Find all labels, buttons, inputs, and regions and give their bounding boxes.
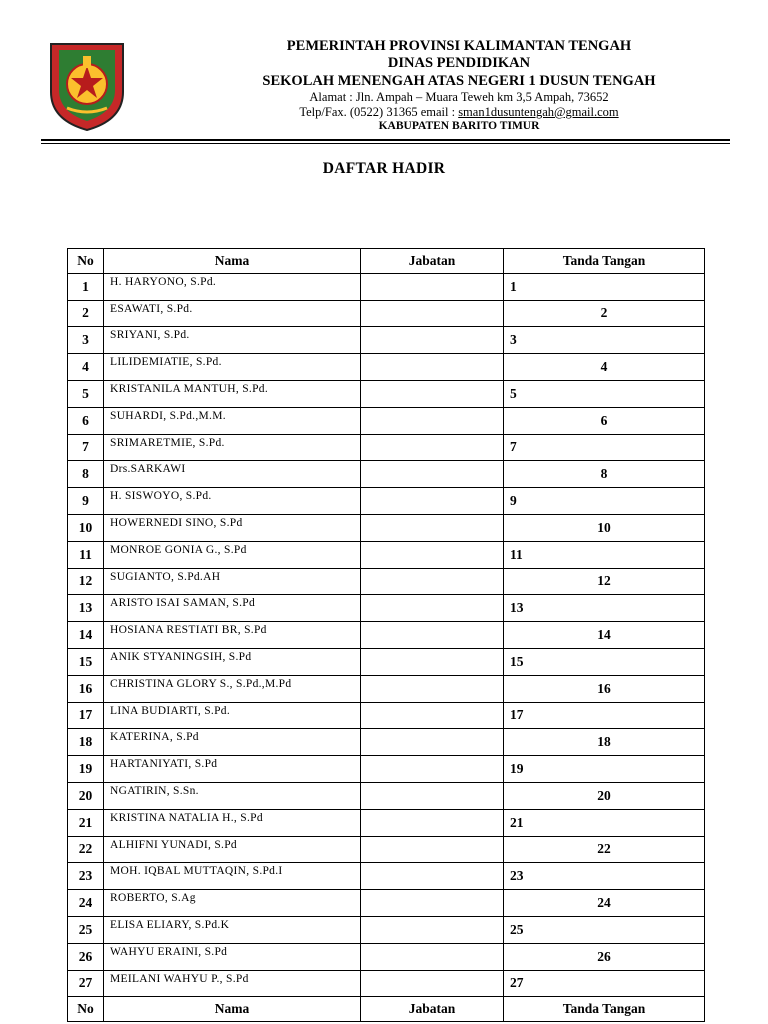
row-number: 22 bbox=[68, 836, 104, 863]
table-row bbox=[68, 943, 705, 970]
row-number: 19 bbox=[68, 756, 104, 783]
member-name: NGATIRIN, S.Sn. bbox=[104, 782, 361, 809]
member-name: KATERINA, S.Pd bbox=[104, 729, 361, 756]
position-cell[interactable] bbox=[361, 675, 504, 702]
position-cell[interactable] bbox=[361, 541, 504, 568]
row-number: 23 bbox=[68, 863, 104, 890]
member-name: ROBERTO, S.Ag bbox=[104, 890, 361, 917]
regency-name: KABUPATEN BARITO TIMUR bbox=[378, 120, 540, 132]
position-cell[interactable] bbox=[361, 702, 504, 729]
table-footer-row bbox=[68, 997, 705, 1022]
member-name: Drs.SARKAWI bbox=[104, 461, 361, 488]
row-number: 12 bbox=[68, 568, 104, 595]
table-row bbox=[68, 890, 705, 917]
row-number: 21 bbox=[68, 809, 104, 836]
signature-cell[interactable] bbox=[504, 970, 705, 997]
attendance-table bbox=[67, 248, 705, 1022]
signature-cell[interactable] bbox=[504, 702, 705, 729]
position-cell[interactable] bbox=[361, 890, 504, 917]
member-name: LILIDEMIATIE, S.Pd. bbox=[104, 354, 361, 381]
member-name: HOWERNEDI SINO, S.Pd bbox=[104, 514, 361, 541]
row-number: 8 bbox=[68, 461, 104, 488]
signature-cell[interactable] bbox=[504, 729, 705, 756]
row-number: 6 bbox=[68, 407, 104, 434]
signature-number: 1 bbox=[510, 278, 517, 294]
position-cell[interactable] bbox=[361, 300, 504, 327]
signature-cell[interactable] bbox=[504, 916, 705, 943]
row-number: 26 bbox=[68, 943, 104, 970]
member-name: MONROE GONIA G., S.Pd bbox=[104, 541, 361, 568]
signature-number: 8 bbox=[600, 466, 608, 482]
signature-number: 24 bbox=[597, 895, 611, 911]
row-number: 13 bbox=[68, 595, 104, 622]
signature-cell[interactable] bbox=[504, 434, 705, 461]
row-number: 25 bbox=[68, 916, 104, 943]
table-row bbox=[68, 702, 705, 729]
table-row bbox=[68, 836, 705, 863]
header-tanda-tangan: Tanda Tangan bbox=[504, 249, 705, 274]
row-number: 24 bbox=[68, 890, 104, 917]
signature-number: 26 bbox=[597, 948, 611, 964]
position-cell[interactable] bbox=[361, 836, 504, 863]
member-name: SRIYANI, S.Pd. bbox=[104, 327, 361, 354]
table-row bbox=[68, 354, 705, 381]
signature-number: 6 bbox=[600, 412, 608, 428]
row-number: 17 bbox=[68, 702, 104, 729]
table-row bbox=[68, 863, 705, 890]
header-divider-thin bbox=[41, 143, 730, 144]
signature-number: 4 bbox=[600, 359, 608, 375]
table-row bbox=[68, 514, 705, 541]
signature-number: 10 bbox=[597, 519, 611, 535]
member-name: ESAWATI, S.Pd. bbox=[104, 300, 361, 327]
member-name: MOH. IQBAL MUTTAQIN, S.Pd.I bbox=[104, 863, 361, 890]
table-body bbox=[68, 273, 705, 997]
school-contact bbox=[150, 105, 768, 120]
table-row bbox=[68, 488, 705, 515]
signature-number: 3 bbox=[510, 332, 517, 348]
signature-cell[interactable] bbox=[504, 675, 705, 702]
table-row bbox=[68, 327, 705, 354]
position-cell[interactable] bbox=[361, 380, 504, 407]
signature-cell[interactable] bbox=[504, 836, 705, 863]
table-row bbox=[68, 809, 705, 836]
table-row bbox=[68, 916, 705, 943]
position-cell[interactable] bbox=[361, 595, 504, 622]
signature-number: 18 bbox=[597, 734, 611, 750]
table-row bbox=[68, 648, 705, 675]
member-name: LINA BUDIARTI, S.Pd. bbox=[104, 702, 361, 729]
signature-cell[interactable] bbox=[504, 541, 705, 568]
member-name: SUHARDI, S.Pd.,M.M. bbox=[104, 407, 361, 434]
signature-number: 5 bbox=[510, 385, 517, 401]
signature-number: 11 bbox=[510, 546, 523, 562]
member-name: SRIMARETMIE, S.Pd. bbox=[104, 434, 361, 461]
position-cell[interactable] bbox=[361, 622, 504, 649]
table-row bbox=[68, 595, 705, 622]
header-jabatan: Jabatan bbox=[361, 249, 504, 274]
table-row bbox=[68, 782, 705, 809]
email-link[interactable]: sman1dusuntengah@gmail.com bbox=[458, 105, 619, 119]
signature-number: 23 bbox=[510, 868, 524, 884]
signature-cell[interactable] bbox=[504, 756, 705, 783]
signature-cell[interactable] bbox=[504, 461, 705, 488]
member-name: KRISTANILA MANTUH, S.Pd. bbox=[104, 380, 361, 407]
footer-nama: Nama bbox=[104, 997, 361, 1022]
signature-number: 22 bbox=[597, 841, 611, 857]
row-number: 14 bbox=[68, 622, 104, 649]
signature-cell[interactable] bbox=[504, 354, 705, 381]
member-name: HOSIANA RESTIATI BR, S.Pd bbox=[104, 622, 361, 649]
member-name: H. HARYONO, S.Pd. bbox=[104, 273, 361, 300]
table-row bbox=[68, 541, 705, 568]
signature-cell[interactable] bbox=[504, 782, 705, 809]
footer-tanda-tangan: Tanda Tangan bbox=[504, 997, 705, 1022]
position-cell[interactable] bbox=[361, 729, 504, 756]
row-number: 15 bbox=[68, 648, 104, 675]
position-cell[interactable] bbox=[361, 354, 504, 381]
signature-cell[interactable] bbox=[504, 300, 705, 327]
position-cell[interactable] bbox=[361, 970, 504, 997]
signature-number: 19 bbox=[510, 761, 524, 777]
position-cell[interactable] bbox=[361, 273, 504, 300]
signature-number: 16 bbox=[597, 680, 611, 696]
table-row bbox=[68, 729, 705, 756]
row-number: 1 bbox=[68, 273, 104, 300]
member-name: ALHIFNI YUNADI, S.Pd bbox=[104, 836, 361, 863]
signature-number: 15 bbox=[510, 653, 524, 669]
row-number: 7 bbox=[68, 434, 104, 461]
row-number: 2 bbox=[68, 300, 104, 327]
header-divider-thick bbox=[41, 139, 730, 141]
member-name: H. SISWOYO, S.Pd. bbox=[104, 488, 361, 515]
member-name: MEILANI WAHYU P., S.Pd bbox=[104, 970, 361, 997]
member-name: ANIK STYANINGSIH, S.Pd bbox=[104, 648, 361, 675]
table-row bbox=[68, 434, 705, 461]
row-number: 16 bbox=[68, 675, 104, 702]
row-number: 20 bbox=[68, 782, 104, 809]
position-cell[interactable] bbox=[361, 488, 504, 515]
member-name: CHRISTINA GLORY S., S.Pd.,M.Pd bbox=[104, 675, 361, 702]
position-cell[interactable] bbox=[361, 461, 504, 488]
header-nama: Nama bbox=[104, 249, 361, 274]
table-row bbox=[68, 622, 705, 649]
signature-number: 9 bbox=[510, 493, 517, 509]
row-number: 5 bbox=[68, 380, 104, 407]
table-row bbox=[68, 300, 705, 327]
table-row bbox=[68, 756, 705, 783]
member-name: WAHYU ERAINI, S.Pd bbox=[104, 943, 361, 970]
signature-number: 12 bbox=[597, 573, 611, 589]
signature-cell[interactable] bbox=[504, 488, 705, 515]
signature-cell[interactable] bbox=[504, 648, 705, 675]
letterhead bbox=[150, 38, 768, 133]
position-cell[interactable] bbox=[361, 648, 504, 675]
position-cell[interactable] bbox=[361, 863, 504, 890]
member-name: SUGIANTO, S.Pd.AH bbox=[104, 568, 361, 595]
table-row bbox=[68, 407, 705, 434]
position-cell[interactable] bbox=[361, 568, 504, 595]
signature-cell[interactable] bbox=[504, 380, 705, 407]
signature-cell[interactable] bbox=[504, 568, 705, 595]
provincial-emblem-logo bbox=[47, 38, 127, 132]
signature-cell[interactable] bbox=[504, 863, 705, 890]
table-row bbox=[68, 273, 705, 300]
signature-cell[interactable] bbox=[504, 890, 705, 917]
position-cell[interactable] bbox=[361, 327, 504, 354]
contact-phone: Telp/Fax. (0522) 31365 email : bbox=[299, 105, 459, 119]
footer-no: No bbox=[68, 997, 104, 1022]
row-number: 10 bbox=[68, 514, 104, 541]
position-cell[interactable] bbox=[361, 514, 504, 541]
signature-cell[interactable] bbox=[504, 514, 705, 541]
signature-number: 17 bbox=[510, 707, 524, 723]
member-name: HARTANIYATI, S.Pd bbox=[104, 756, 361, 783]
position-cell[interactable] bbox=[361, 943, 504, 970]
signature-number: 20 bbox=[597, 787, 611, 803]
signature-number: 25 bbox=[510, 921, 524, 937]
signature-number: 7 bbox=[510, 439, 517, 455]
footer-jabatan: Jabatan bbox=[361, 997, 504, 1022]
row-number: 9 bbox=[68, 488, 104, 515]
table-row bbox=[68, 970, 705, 997]
signature-number: 13 bbox=[510, 600, 524, 616]
table-row bbox=[68, 461, 705, 488]
row-number: 27 bbox=[68, 970, 104, 997]
table-header-row bbox=[68, 249, 705, 274]
header-no: No bbox=[68, 249, 104, 274]
member-name: KRISTINA NATALIA H., S.Pd bbox=[104, 809, 361, 836]
row-number: 11 bbox=[68, 541, 104, 568]
signature-cell[interactable] bbox=[504, 809, 705, 836]
table-row bbox=[68, 568, 705, 595]
signature-cell[interactable] bbox=[504, 407, 705, 434]
signature-cell[interactable] bbox=[504, 622, 705, 649]
signature-cell[interactable] bbox=[504, 943, 705, 970]
table-row bbox=[68, 675, 705, 702]
signature-number: 27 bbox=[510, 975, 524, 991]
position-cell[interactable] bbox=[361, 407, 504, 434]
signature-cell[interactable] bbox=[504, 327, 705, 354]
position-cell[interactable] bbox=[361, 434, 504, 461]
row-number: 4 bbox=[68, 354, 104, 381]
government-name: PEMERINTAH PROVINSI KALIMANTAN TENGAH bbox=[286, 38, 632, 54]
row-number: 3 bbox=[68, 327, 104, 354]
signature-number: 2 bbox=[600, 305, 608, 321]
school-address: Alamat : Jln. Ampah – Muara Teweh km 3,5 Ampah, 73652 bbox=[309, 90, 609, 104]
member-name: ARISTO ISAI SAMAN, S.Pd bbox=[104, 595, 361, 622]
position-cell[interactable] bbox=[361, 809, 504, 836]
signature-cell[interactable] bbox=[504, 595, 705, 622]
department-name: DINAS PENDIDIKAN bbox=[387, 55, 531, 71]
position-cell[interactable] bbox=[361, 756, 504, 783]
signature-number: 14 bbox=[597, 627, 611, 643]
signature-number: 21 bbox=[510, 814, 524, 830]
document-title: DAFTAR HADIR bbox=[322, 160, 446, 177]
row-number: 18 bbox=[68, 729, 104, 756]
school-name: SEKOLAH MENENGAH ATAS NEGERI 1 DUSUN TENGAH bbox=[262, 73, 656, 89]
position-cell[interactable] bbox=[361, 782, 504, 809]
member-name: ELISA ELIARY, S.Pd.K bbox=[104, 916, 361, 943]
position-cell[interactable] bbox=[361, 916, 504, 943]
table-row bbox=[68, 380, 705, 407]
signature-cell[interactable] bbox=[504, 273, 705, 300]
